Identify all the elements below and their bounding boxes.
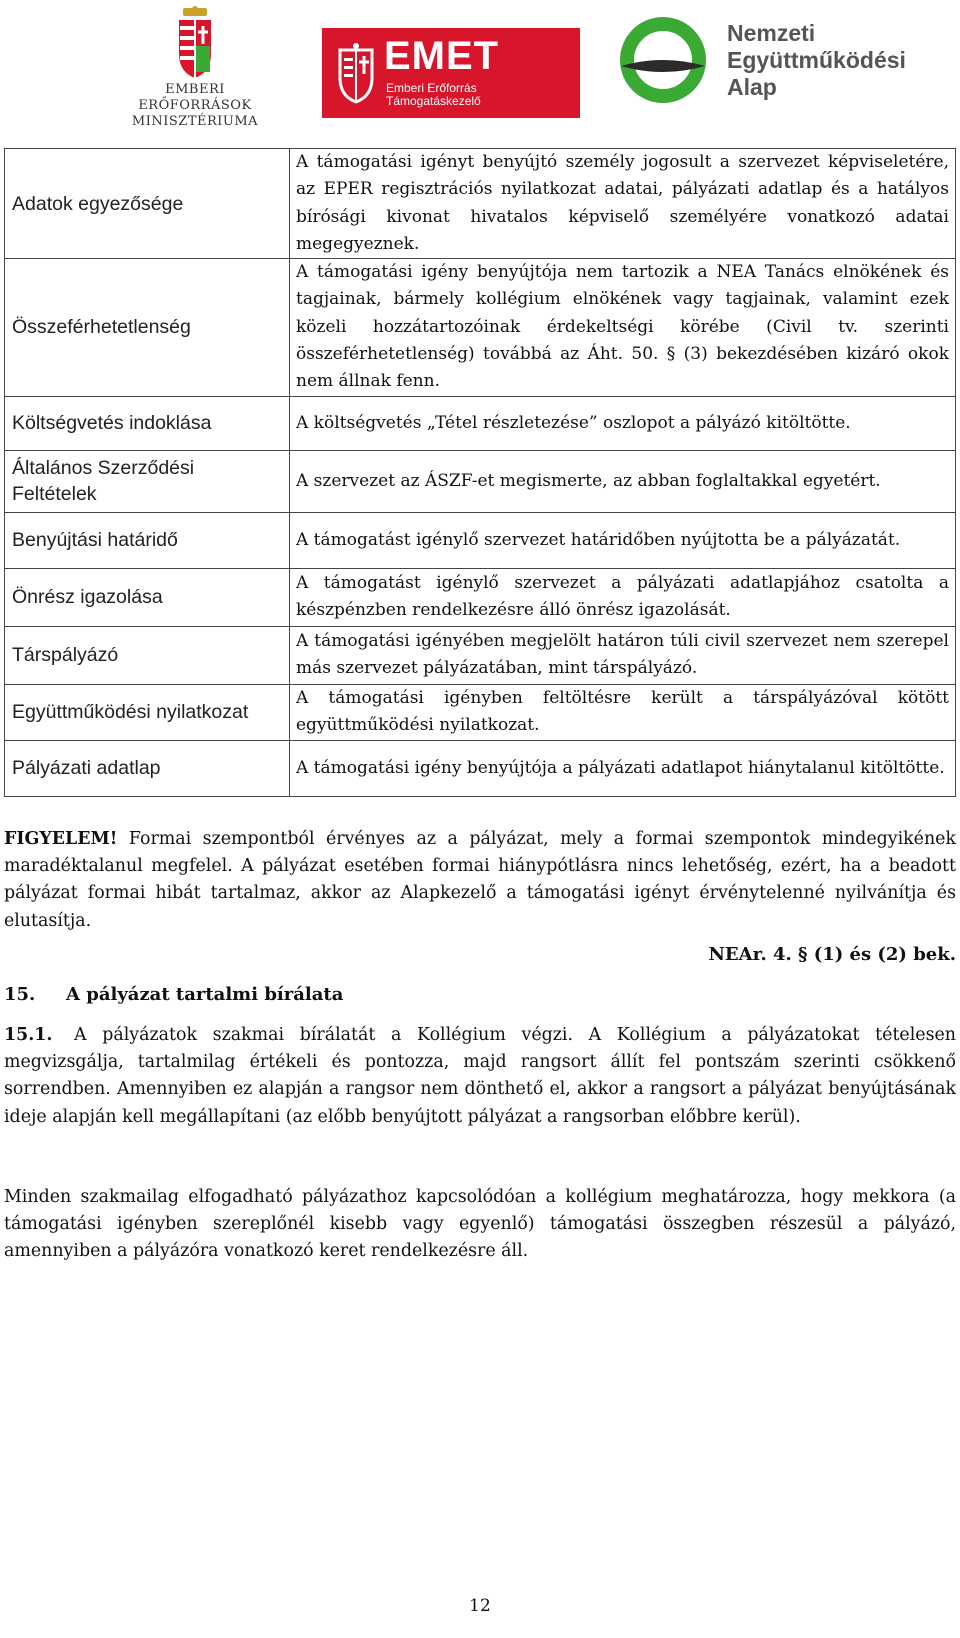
emet-logo-title: EMET (384, 34, 500, 78)
criterion-label: Pályázati adatlap (5, 740, 290, 796)
nea-logo-line1: Nemzeti (727, 20, 816, 46)
criterion-value: A szervezet az ÁSZF-et megismerte, az abban foglaltakkal egyetért. (290, 450, 956, 512)
criterion-label: Együttműködési nyilatkozat (5, 684, 290, 740)
criterion-value: A támogatási igényében megjelölt határon túli civil szervezet nem szerepel más szervezet pályázatában, mint társpályázó. (290, 626, 956, 684)
body-paragraph: Minden szakmailag elfogadható pályázathoz kapcsolódóan a kollégium meghatározza, hogy mekkora (a támogatási igényben szereplőnél kisebb vagy egyenlő) támogatási összegben részesül a pályázó, amennyiben a pályázóra vonatkozó keret rendelkezésre áll. (4, 1187, 956, 1262)
criterion-label: Benyújtási határidő (5, 512, 290, 568)
nea-logo-text (727, 20, 960, 101)
emet-logo (322, 28, 580, 118)
subsection-number: 15.1. (4, 1025, 53, 1045)
criterion-label: Adatok egyezősége (5, 149, 290, 259)
table-row (5, 684, 956, 740)
warning-paragraph (4, 826, 956, 935)
criterion-value: A támogatást igénylő szervezet a pályázati adatlapjához csatolta a készpénzben rendelkezésre álló önrész igazolását. (290, 568, 956, 626)
nea-logo-line3: Alap (727, 74, 777, 100)
table-row (5, 259, 956, 396)
table-row (5, 450, 956, 512)
page-number: 12 (469, 1596, 491, 1616)
criterion-label: Önrész igazolása (5, 568, 290, 626)
ministry-logo (110, 6, 280, 129)
emet-logo-line2: Támogatáskezelő (386, 94, 481, 108)
table-row (5, 512, 956, 568)
criterion-value: A támogatási igény benyújtója nem tartozik a NEA Tanács elnökének és tagjainak, bármely kollégium elnökének vagy tagjainak, valamint ezek közeli hozzátartozóinak érdekeltségi körébe (Civil tv. szerinti összeférhetetlenség) továbbá az Áht. 50. § (3) bekezdésében kizáró okok nem állnak fenn. (290, 259, 956, 396)
legal-reference: NEAr. 4. § (1) és (2) bek. (708, 944, 956, 965)
section-title: A pályázat tartalmi bírálata (66, 984, 344, 1005)
criterion-value: A támogatási igény benyújtója a pályázati adatlapot hiánytalanul kitöltötte. (290, 740, 956, 796)
criterion-value: A támogatást igénylő szervezet határidőben nyújtotta be a pályázatát. (290, 512, 956, 568)
subsection-text: A pályázatok szakmai bírálatát a Kollégium végzi. A Kollégium a pályázatokat tételesen megvizsgálja, tartalmilag értékeli és pontozza, majd rangsort állít fel pontszám szerinti csökkenő sorrendben. Amennyiben ez alapján a rangsor nem dönthető el, akkor a rangsort a pályázat benyújtásának ideje alapján kell megállapítani (az előbb benyújtott pályázat a rangsorban előbbre kerül). (4, 1025, 956, 1127)
criterion-label: Költségvetés indoklása (5, 396, 290, 450)
section-number: 15. (4, 984, 36, 1005)
table-row (5, 396, 956, 450)
table-row (5, 740, 956, 796)
nea-logo (617, 8, 937, 118)
section-heading (4, 984, 343, 1005)
criterion-value: A támogatási igényt benyújtó személy jogosult a szervezet képviseletére, az EPER regisztrációs nyilatkozat adatai, pályázati adatlap és a hatályos bírósági kivonat hivatalos képviselő személyére vonatkozó adatai megegyeznek. (290, 149, 956, 259)
formal-criteria-table (4, 148, 956, 797)
warning-lead: FIGYELEM! (4, 829, 118, 849)
ministry-logo-text: EMBERI ERŐFORRÁSOK MINISZTÉRIUMA (131, 82, 259, 129)
nea-ring-icon (617, 14, 709, 106)
criterion-label: Általános Szerződési Feltételek (5, 450, 290, 512)
emet-logo-subtitle (386, 82, 481, 108)
criterion-value: A támogatási igényben feltöltésre került a társpályázóval kötött együttműködési nyilatkozat. (290, 684, 956, 740)
criterion-value: A költségvetés „Tétel részletezése” oszlopot a pályázó kitöltötte. (290, 396, 956, 450)
nea-logo-line2: Együttműködési (727, 47, 906, 73)
header-logos (0, 0, 960, 129)
coat-of-arms-icon (173, 6, 217, 82)
subsection-paragraph (4, 1022, 956, 1131)
warning-text: Formai szempontból érvényes az a pályázat, mely a formai szempontok mindegyikének maradéktalanul megfelel. A pályázat esetében formai hiánypótlásra nincs lehetőség, ezért, ha a beadott pályázat formai hibát tartalmaz, akkor az Alapkezelő a támogatási igényt érvénytelenné nyilvánítja és elutasítja. (4, 829, 956, 931)
emet-crest-icon (336, 42, 376, 104)
table-row (5, 568, 956, 626)
table-row (5, 149, 956, 259)
table-row (5, 626, 956, 684)
criterion-label: Társpályázó (5, 626, 290, 684)
criterion-label: Összeférhetetlenség (5, 259, 290, 396)
emet-logo-line1: Emberi Erőforrás (386, 81, 477, 95)
